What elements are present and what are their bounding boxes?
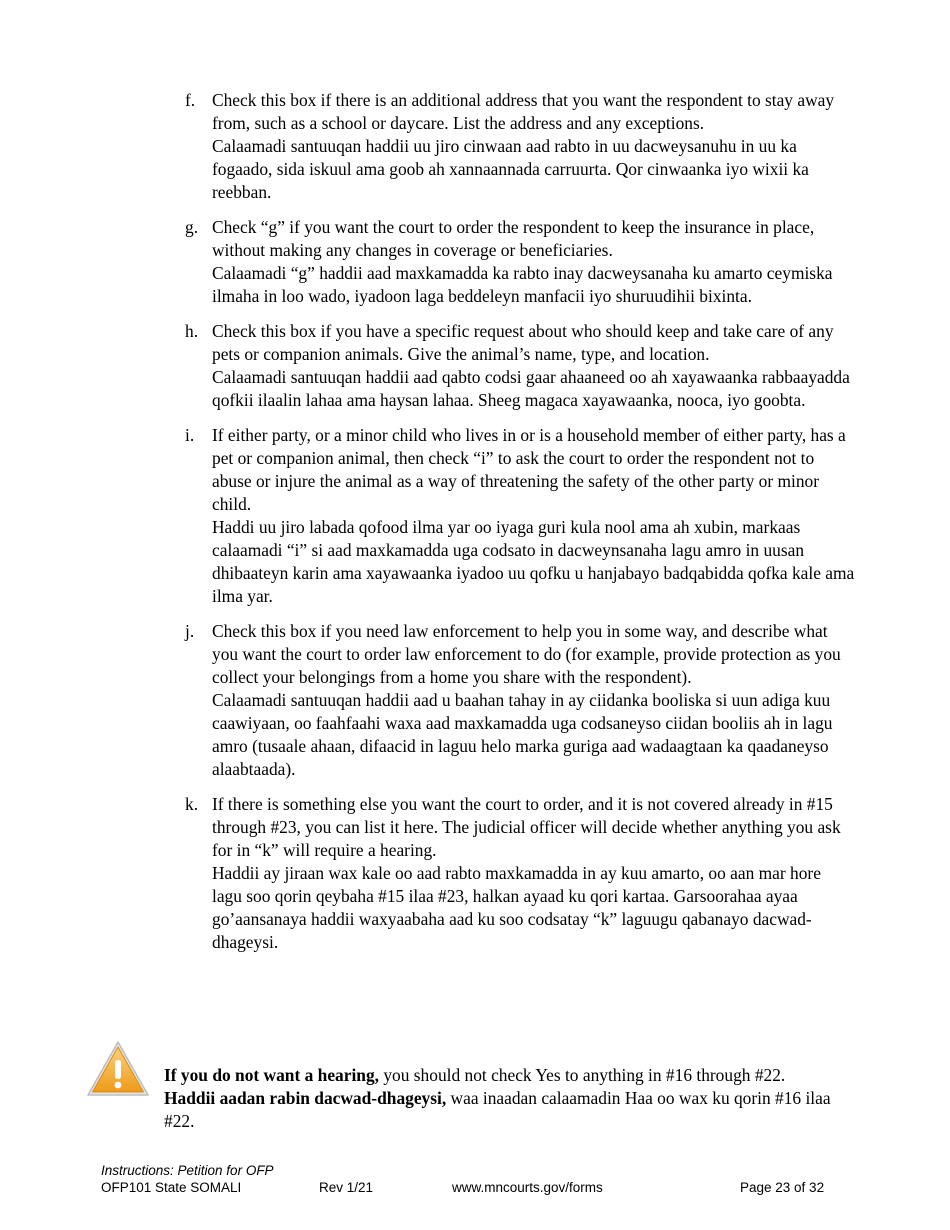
warning-icon [86, 1040, 150, 1098]
warning-english-bold: If you do not want a hearing, [164, 1065, 379, 1085]
list-item [185, 793, 855, 954]
item-english-text: If there is something else you want the court to order, and it is not covered already in #15 through #23, you can list it here. The judicial officer will decide whether anything you ask for in “k” will require a hearing. [212, 794, 841, 860]
list-item [185, 89, 855, 204]
item-somali-text: Calaamadi santuuqan haddii aad qabto codsi gaar ahaaneed oo ah xayawaanka rabbaayadda qofkii ilaalin lahaa ama haysan lahaa. Sheeg magaca xayawaanka, nooca, iyo goobta. [212, 367, 850, 410]
item-letter: j. [185, 621, 195, 641]
item-body [212, 320, 855, 412]
item-english-text: If either party, or a minor child who lives in or is a household member of either party, has a pet or companion animal, then check “i” to ask the court to order the respondent not to abuse or injure the animal as a way of threatening the safety of the other party or minor child. [212, 425, 846, 514]
footer-revision: Rev 1/21 [319, 1180, 374, 1195]
item-body [212, 793, 855, 954]
page-footer [101, 1162, 861, 1196]
warning-somali [164, 1087, 864, 1133]
warning-english [164, 1064, 864, 1087]
item-english-text: Check this box if you need law enforcement to help you in some way, and describe what you want the court to order law enforcement to do (for example, provide protection as you collect your belongings from a home you share with the respondent). [212, 621, 841, 687]
item-english-text: Check “g” if you want the court to order the respondent to keep the insurance in place, without making any changes in coverage or beneficiaries. [212, 217, 815, 260]
item-letter: h. [185, 321, 199, 341]
list-item [185, 424, 855, 608]
item-letter: f. [185, 90, 196, 110]
list-item [185, 320, 855, 412]
footer-form-code: OFP101 State SOMALI [101, 1180, 242, 1195]
instruction-list [185, 89, 855, 966]
item-body [212, 89, 855, 204]
item-somali-text: Calaamadi “g” haddii aad maxkamadda ka rabto inay dacweysanaha ku amarto ceymiska ilmaha in loo wado, iyadoon laga beddeleyn manfacii iyo shuruudihii bixinta. [212, 263, 833, 306]
item-somali-text: Calaamadi santuuqan haddii aad u baahan tahay in ay ciidanka booliska si uun adiga kuu caawiyaan, oo faahfaahi waxa aad maxkamadda uga codsaneyso ciidan booliis ah in lagu amro (tusaale ahaan, difaacid in laguu helo marka guriga aad wadaagtaan ka qaadaneyso alaabtaada). [212, 690, 833, 779]
item-body [212, 620, 855, 781]
footer-url: www.mncourts.gov/forms [452, 1180, 603, 1195]
warning-english-rest: you should not check Yes to anything in #16 through #22. [379, 1065, 786, 1085]
footer-page-number: Page 23 of 32 [740, 1180, 825, 1195]
warning-somali-bold: Haddii aadan rabin dacwad-dhageysi, [164, 1088, 447, 1108]
warning-somali-rest: waa inaadan calaamadin Haa oo wax ku qorin #16 ilaa #22. [164, 1088, 831, 1131]
list-item [185, 216, 855, 308]
item-somali-text: Calaamadi santuuqan haddii uu jiro cinwaan aad rabto in uu dacweysanuhu in uu ka fogaado, sida iskuul ama goob ah xannaannada carruurta. Qor cinwaanka iyo wixii ka reebban. [212, 136, 809, 202]
item-letter: k. [185, 794, 199, 814]
footer-row [101, 1179, 861, 1196]
list-item [185, 620, 855, 781]
item-body [212, 424, 855, 608]
item-somali-text: Haddii ay jiraan wax kale oo aad rabto maxkamadda in ay kuu amarto, oo aan mar hore lagu soo qorin qeybaha #15 ilaa #23, halkan ayaad ku qori kartaa. Garsoorahaa ayaa go’aansanaya haddii waxyaabaha aad ku soo codsatay “k” laguugu qabanayo dacwad-dhageysi. [212, 863, 821, 952]
warning-text [164, 1064, 864, 1133]
item-body [212, 216, 855, 308]
item-letter: g. [185, 217, 199, 237]
item-somali-text: Haddi uu jiro labada qofood ilma yar oo iyaga guri kula nool ama ah xubin, markaas calaamadi “i” si aad maxkamadda uga codsato in dacweynsanaha lagu amro in uusan dhibaateyn karin ama xayawaanka iyadoo uu qofku u hanjabayo badqabidda qofka kale ama ilma yar. [212, 517, 855, 606]
item-letter: i. [185, 425, 195, 445]
item-english-text: Check this box if you have a specific request about who should keep and take care of any pets or companion animals. Give the animal’s name, type, and location. [212, 321, 834, 364]
item-english-text: Check this box if there is an additional address that you want the respondent to stay away from, such as a school or daycare. List the address and any exceptions. [212, 90, 835, 133]
footer-title: Instructions: Petition for OFP [101, 1163, 274, 1178]
